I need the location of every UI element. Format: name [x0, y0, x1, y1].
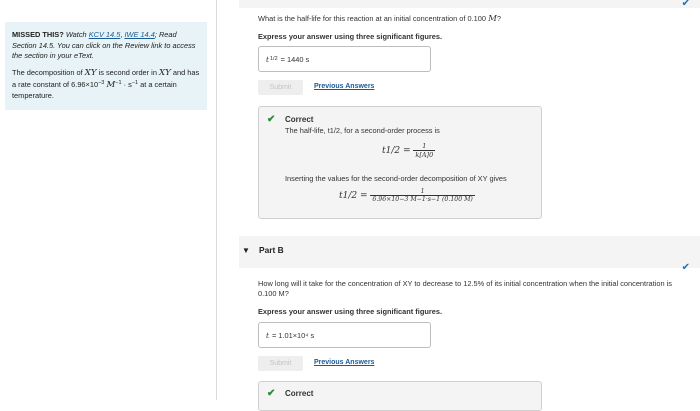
top-band: [239, 0, 700, 8]
read-text: ; Read Section 14.5. You can click on the Review link to access the section in your eText.: [12, 30, 196, 60]
checkmark-icon: ✔: [681, 0, 690, 9]
missed-label: MISSED THIS?: [12, 30, 64, 39]
answer-variable: t: [266, 54, 269, 64]
problem-end: at a certain temperature.: [12, 80, 177, 100]
formula2-denominator: 6.96×10−3 M−1·s−1 (0.100 M): [372, 196, 473, 203]
part-b-title: Part B: [259, 245, 284, 255]
part-a-instruction: Express your answer using three significant figures.: [258, 32, 442, 41]
problem-pre: The decomposition of: [12, 67, 83, 77]
part-a-question-unit: M: [488, 14, 497, 24]
kcv-link[interactable]: KCV 14.5: [88, 30, 121, 39]
part-b-previous-answers-link[interactable]: Previous Answers: [314, 359, 375, 366]
part-b-answer-variable: t: [266, 330, 269, 340]
part-a-previous-answers-link[interactable]: Previous Answers: [314, 83, 375, 90]
problem-statement: [12, 68, 201, 102]
feedback-line1: The half-life, t1/2, for a second-order process is: [285, 126, 440, 135]
part-b-submit-button[interactable]: Submit: [258, 356, 303, 371]
rate-unit-m-exp: −1: [115, 80, 122, 86]
rate-unit-s-exp: −1: [131, 80, 139, 86]
part-a-question: [258, 14, 501, 24]
species-symbol: XY: [84, 67, 97, 78]
rate-unit-m: M: [106, 80, 116, 90]
collapse-caret-icon[interactable]: ▼: [242, 246, 250, 255]
formula-lhs: t1/2 =: [382, 146, 411, 156]
formula-denominator: k[A]0: [415, 151, 434, 159]
sidebar: [0, 0, 217, 400]
part-b-answer-field[interactable]: [258, 322, 431, 348]
correct-check-icon: ✔: [267, 114, 276, 125]
watch-text: Watch: [65, 30, 87, 39]
half-life-formula: [382, 142, 435, 159]
part-b-checkmark-icon: ✔: [681, 262, 690, 273]
answer-subscript: 1/2: [269, 56, 278, 62]
hint-paragraph: MISSED THIS? Watch KCV 14.5, IWE 14.4; Read Section 14.5. You can click on the Review link to access the section in your eText.: [12, 30, 196, 60]
part-a-feedback: [258, 106, 542, 219]
iwe-link[interactable]: IWE 14.4: [124, 30, 155, 39]
feedback-status: Correct: [285, 115, 314, 124]
answer-value: = 1440 s: [280, 54, 310, 64]
formula2-lhs: t1/2 =: [339, 191, 368, 201]
part-a-question-end: ?: [496, 14, 502, 23]
part-a-submit-button[interactable]: Submit: [258, 80, 303, 95]
part-b-instruction: Express your answer using three significant figures.: [258, 307, 442, 316]
formula2-fraction: [370, 188, 474, 203]
part-b-feedback: [258, 381, 542, 411]
feedback-line2: Inserting the values for the second-order decomposition of XY gives: [285, 174, 507, 183]
hint-box: [5, 22, 207, 110]
rate-exponent: −3: [98, 80, 105, 86]
formula-numerator: 1: [413, 142, 435, 151]
part-b-question: How long will it take for the concentration of XY to decrease to 12.5% of its initial concentration when the initial concentration is 0.100 M?: [258, 279, 672, 298]
part-a-question-text: What is the half-life for this reaction at an initial concentration of 0.100: [258, 14, 487, 23]
part-a-answer-field[interactable]: [258, 46, 431, 72]
formula-fraction: [413, 142, 435, 159]
main-panel: [217, 0, 700, 400]
rate-unit-s: · s: [123, 80, 132, 89]
problem-mid: is second order in: [98, 67, 157, 77]
part-b-correct-check-icon: ✔: [267, 388, 276, 399]
formula2-numerator: 1: [370, 188, 474, 196]
half-life-substituted: [339, 188, 475, 203]
part-b-header[interactable]: [239, 236, 700, 268]
species-symbol-2: XY: [159, 67, 171, 78]
part-b-answer-value: = 1.01×10⁴ s: [271, 330, 315, 340]
part-b-feedback-status: Correct: [285, 389, 314, 398]
rate-constant: and has a rate constant of 6.96×10: [12, 67, 200, 89]
